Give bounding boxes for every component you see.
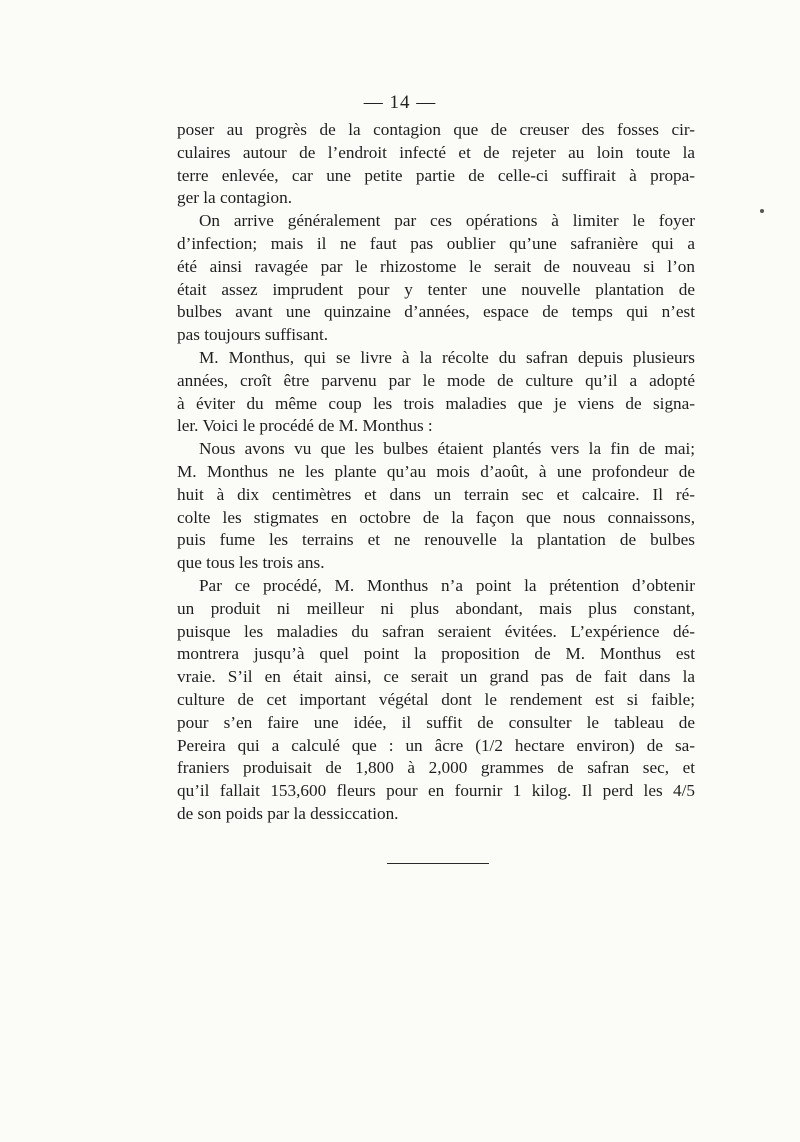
paragraph-1 bbox=[177, 119, 695, 210]
text-line: que tous les trois ans. bbox=[177, 553, 325, 573]
body-text bbox=[177, 119, 695, 826]
text-line: Pereira qui a calculé que : un âcre (1/2 hectare environ) de sa- bbox=[177, 735, 695, 755]
text-line: ger la contagion. bbox=[177, 188, 293, 208]
text-line: montrera jusqu’à quel point la proposition de M. Monthus est bbox=[177, 644, 695, 664]
text-line: à éviter du même coup les trois maladies que je viens de signa- bbox=[177, 393, 695, 413]
text-line: terre enlevée, car une petite partie de celle-ci suffirait à propa- bbox=[177, 165, 695, 185]
text-line: Par ce procédé, M. Monthus n’a point la prétention d’obtenir bbox=[199, 575, 695, 595]
ink-speck bbox=[760, 209, 764, 213]
text-line: On arrive généralement par ces opérations à limiter le foyer bbox=[199, 211, 695, 231]
text-line: puisque les maladies du safran seraient évitées. L’expérience dé- bbox=[177, 621, 695, 641]
text-line: vraie. S’il en était ainsi, ce serait un grand pas de fait dans la bbox=[177, 667, 695, 687]
text-line: Nous avons vu que les bulbes étaient plantés vers la fin de mai; bbox=[199, 439, 695, 459]
text-line: culture de cet important végétal dont le rendement est si faible; bbox=[177, 689, 695, 709]
paragraph-5 bbox=[177, 575, 695, 826]
text-line: colte les stigmates en octobre de la façon que nous connaissons, bbox=[177, 507, 695, 527]
text-line: ler. Voici le procédé de M. Monthus : bbox=[177, 416, 433, 436]
text-line: puis fume les terrains et ne renouvelle la plantation de bulbes bbox=[177, 530, 695, 550]
text-line: poser au progrès de la contagion que de creuser des fosses cir- bbox=[177, 120, 695, 139]
text-line: M. Monthus ne les plante qu’au mois d’août, à une profondeur de bbox=[177, 461, 695, 481]
paragraph-4 bbox=[177, 438, 695, 575]
text-line: pour s’en faire une idée, il suffit de consulter le tableau de bbox=[177, 712, 695, 732]
text-line: un produit ni meilleur ni plus abondant, mais plus constant, bbox=[177, 598, 695, 618]
end-rule bbox=[387, 863, 489, 864]
paragraph-3 bbox=[177, 347, 695, 438]
text-line: d’infection; mais il ne faut pas oublier qu’une safranière qui a bbox=[177, 233, 695, 253]
text-line: bulbes avant une quinzaine d’années, espace de temps qui n’est bbox=[177, 302, 695, 322]
text-line: été ainsi ravagée par le rhizostome le serait de nouveau si l’on bbox=[177, 256, 695, 276]
text-line: franiers produisait de 1,800 à 2,000 grammes de safran sec, et bbox=[177, 758, 695, 778]
text-line: M. Monthus, qui se livre à la récolte du safran depuis plusieurs bbox=[199, 347, 695, 367]
text-line: était assez imprudent pour y tenter une nouvelle plantation de bbox=[177, 279, 695, 299]
page-number: — 14 — bbox=[363, 92, 437, 113]
paragraph-2 bbox=[177, 210, 695, 347]
text-line: de son poids par la dessiccation. bbox=[177, 803, 399, 823]
text-line: pas toujours suffisant. bbox=[177, 325, 329, 345]
text-line: qu’il fallait 153,600 fleurs pour en fournir 1 kilog. Il perd les 4/5 bbox=[177, 781, 695, 801]
text-line: culaires autour de l’endroit infecté et de rejeter au loin toute la bbox=[177, 142, 695, 162]
text-line: huit à dix centimètres et dans un terrain sec et calcaire. Il ré- bbox=[177, 484, 695, 504]
text-line: années, croît être parvenu par le mode de culture qu’il a adopté bbox=[177, 370, 695, 390]
